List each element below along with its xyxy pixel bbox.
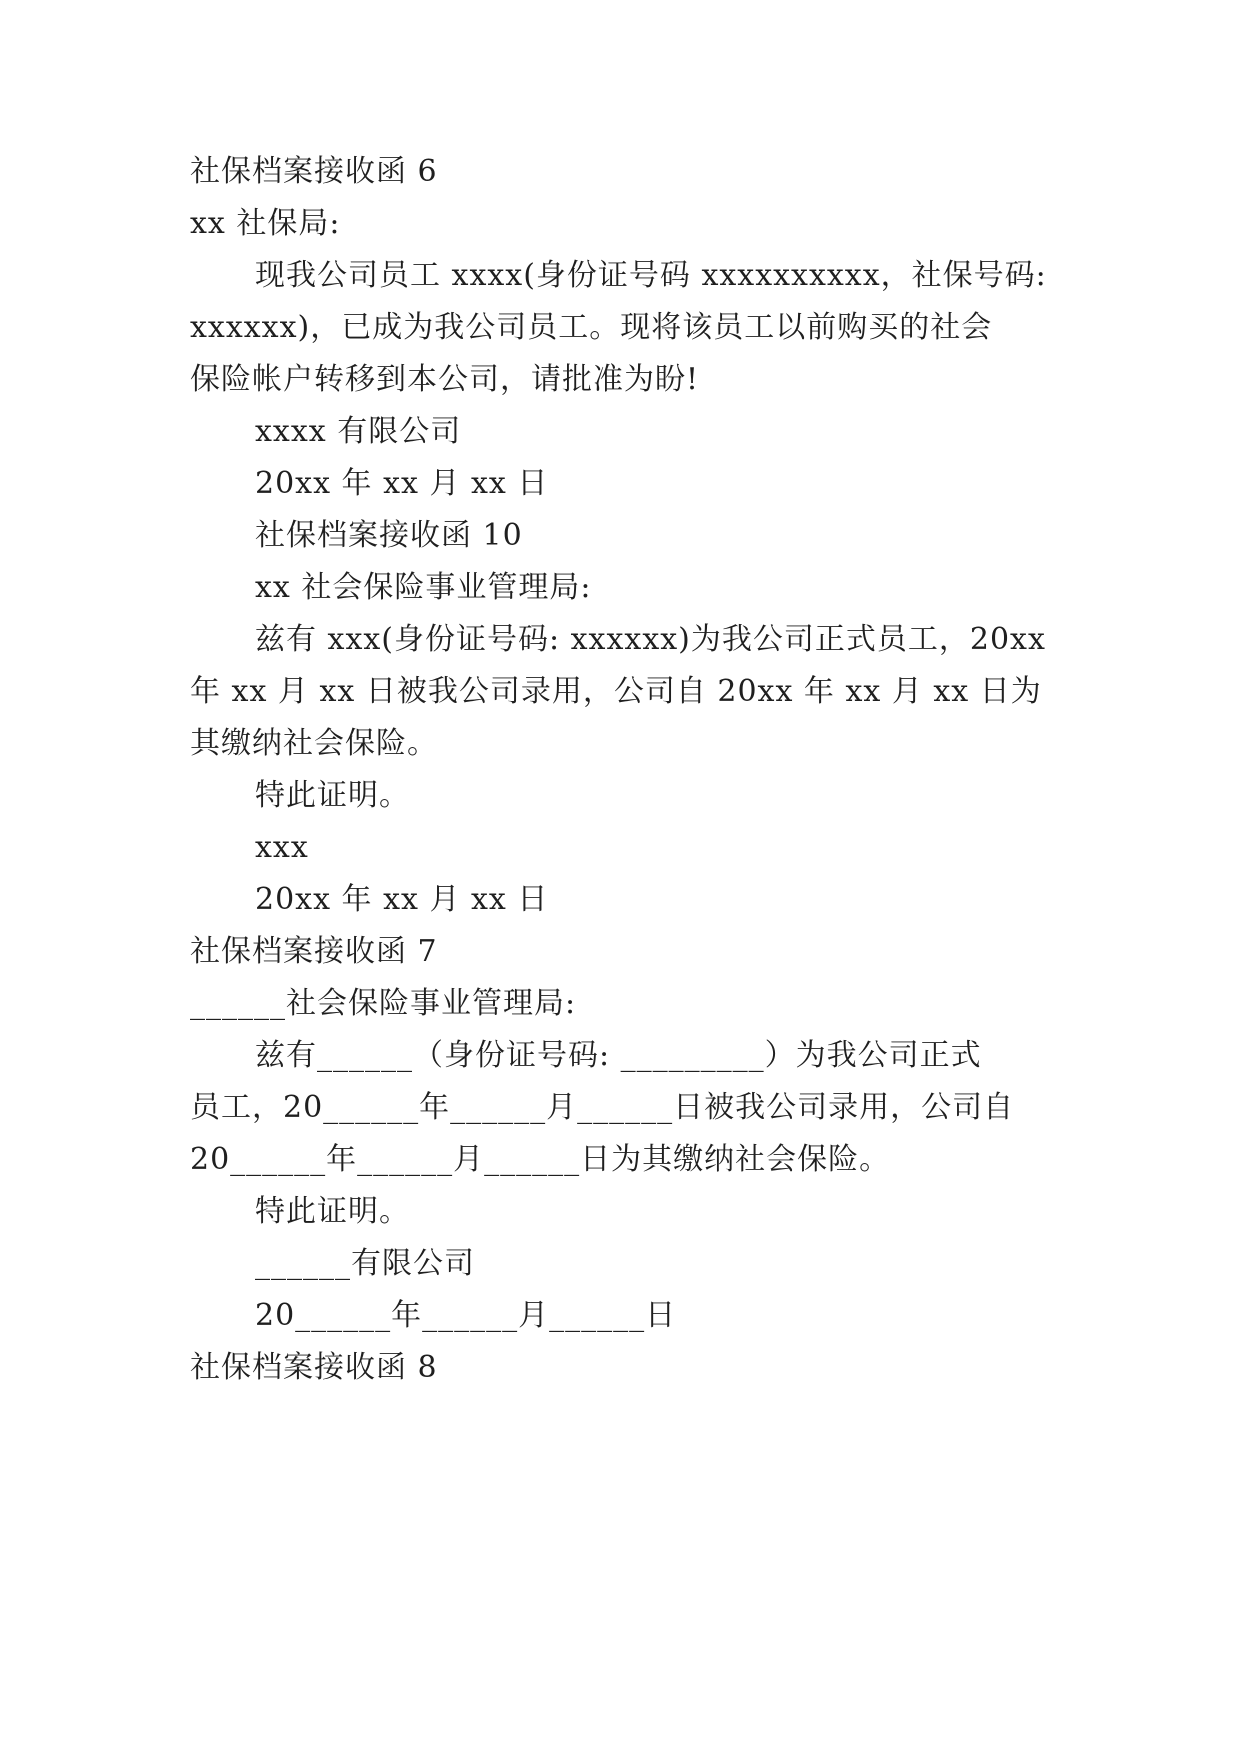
- body-paragraph-line: 兹有 xxx(身份证号码: xxxxxx)为我公司正式员工，20xx: [255, 622, 1046, 657]
- section-title: 社保档案接收函 6: [190, 154, 438, 189]
- body-paragraph-line: 员工，20______年______月______日被我公司录用，公司自: [190, 1090, 1015, 1125]
- salutation: ______社会保险事业管理局:: [190, 986, 577, 1021]
- signature-date: 20xx 年 xx 月 xx 日: [255, 882, 549, 917]
- body-paragraph-line: 保险帐户转移到本公司，请批准为盼!: [190, 362, 700, 397]
- signature-company: ______有限公司: [255, 1246, 475, 1281]
- closing-statement: 特此证明。: [255, 1194, 410, 1229]
- body-paragraph-line: 20______年______月______日为其缴纳社会保险。: [190, 1142, 891, 1177]
- section-title: 社保档案接收函 10: [255, 518, 523, 553]
- closing-statement: 特此证明。: [255, 778, 410, 813]
- body-paragraph-line: 年 xx 月 xx 日被我公司录用，公司自 20xx 年 xx 月 xx 日为: [190, 674, 1042, 709]
- section-title: 社保档案接收函 7: [190, 934, 438, 969]
- signature-company: xxx: [255, 830, 309, 865]
- body-paragraph-line: 现我公司员工 xxxx(身份证号码 xxxxxxxxxx，社保号码:: [255, 258, 1047, 293]
- signature-date: 20______年______月______日: [255, 1298, 677, 1333]
- salutation: xx 社会保险事业管理局:: [255, 570, 592, 605]
- body-paragraph-line: 兹有______（身份证号码: _________）为我公司正式: [255, 1038, 982, 1073]
- body-paragraph-line: 其缴纳社会保险。: [190, 726, 438, 761]
- salutation: xx 社保局:: [190, 206, 341, 241]
- section-title: 社保档案接收函 8: [190, 1350, 438, 1385]
- body-paragraph-line: xxxxxx)，已成为我公司员工。现将该员工以前购买的社会: [190, 310, 993, 345]
- signature-company: xxxx 有限公司: [255, 414, 462, 449]
- signature-date: 20xx 年 xx 月 xx 日: [255, 466, 549, 501]
